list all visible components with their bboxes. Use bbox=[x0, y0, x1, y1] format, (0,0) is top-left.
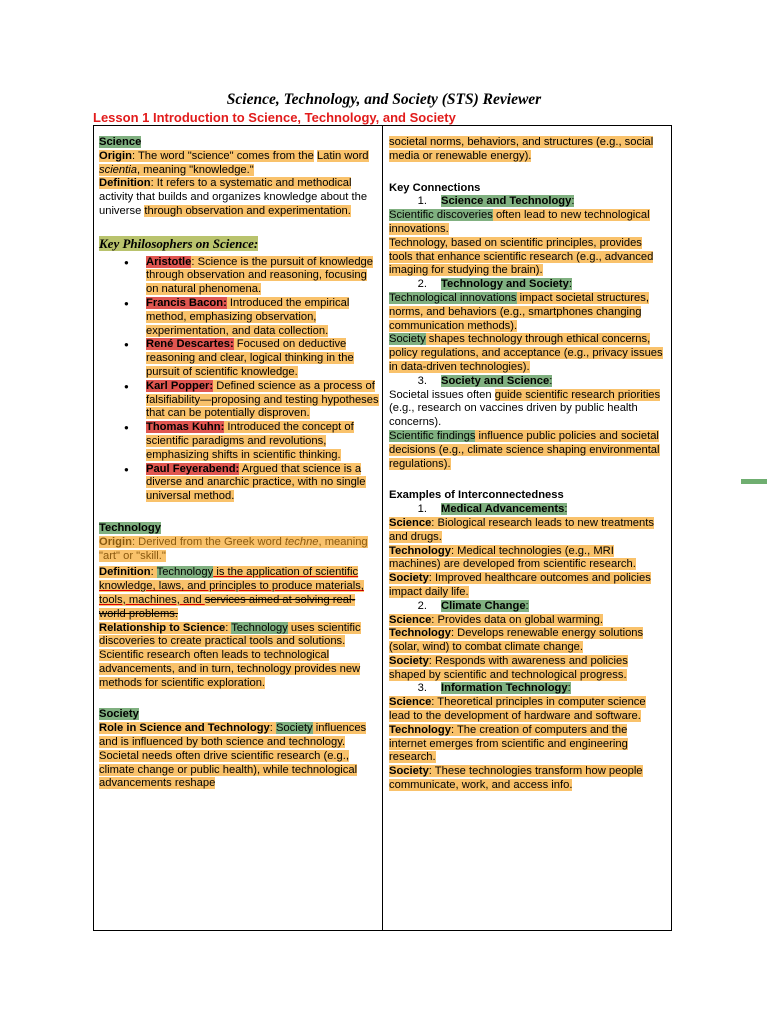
example-2-science: Science: Provides data on global warming. bbox=[389, 613, 603, 626]
example-1-technology: Technology: Medical technologies (e.g., MRI machines) are developed from scientific research. bbox=[389, 544, 636, 571]
philosophers-heading-row bbox=[99, 237, 379, 253]
highlight-artifact bbox=[741, 479, 767, 484]
connection-1-p2: Technology, based on scientific principles, provides tools that enhance scientific research (e.g., advanced imaging for studying the brain). bbox=[389, 236, 654, 277]
philosopher-item: ● Aristotle: Science is the pursuit of knowledge through observation and reasoning, focusing on natural phenomena. bbox=[146, 256, 379, 297]
example-2-society: Society: Responds with awareness and policies shaped by scientific and technological progress. bbox=[389, 654, 628, 681]
philosopher-item: ● Karl Popper: Defined science as a process of falsifiability—proposing and testing hypotheses that can be potentially disproven. bbox=[146, 380, 379, 421]
connection-2-p1: Technological innovations impact societal structures, norms, and behaviors (e.g., smartphones changing communication methods). bbox=[389, 291, 649, 332]
example-1-title: 1. Medical Advancements: bbox=[417, 503, 568, 516]
example-3-title: 3. Information Technology: bbox=[417, 682, 571, 695]
example-1-society: Society: Improved healthcare outcomes and policies impact daily life. bbox=[389, 572, 651, 598]
example-2-technology: Technology: Develops renewable energy solutions (solar, wind) to combat climate change. bbox=[389, 627, 644, 654]
technology-origin: Origin: Derived from the Greek word techne, meaning "art" or "skill." bbox=[99, 535, 368, 562]
philosopher-item: ● René Descartes: Focused on deductive reasoning and clear, logical thinking in the pursuit of scientific knowledge. bbox=[146, 338, 379, 379]
science-origin: Origin: The word "science" comes from the Latin word scientia, meaning "knowledge." bbox=[99, 149, 369, 176]
right-column bbox=[389, 136, 667, 793]
philosopher-item: ● Francis Bacon: Introduced the empirical method, emphasizing observation, experimentation, and data collection. bbox=[146, 297, 379, 338]
technology-heading: Technology bbox=[99, 521, 161, 534]
lesson-heading: Lesson 1 Introduction to Science, Technology, and Society bbox=[93, 110, 456, 125]
key-connections-heading: Key Connections bbox=[389, 181, 481, 194]
column-divider bbox=[382, 125, 383, 931]
philosopher-item: ● Thomas Kuhn: Introduced the concept of scientific paradigms and revolutions, emphasizing shifts in scientific thinking. bbox=[146, 421, 379, 462]
example-3-technology: Technology: The creation of computers and the internet emerges from scientific and engineering research. bbox=[389, 723, 628, 764]
continuation-text: societal norms, behaviors, and structures (e.g., social media or renewable energy). bbox=[389, 136, 654, 162]
example-3-society: Society: These technologies transform how people communicate, work, and access info. bbox=[389, 765, 643, 792]
example-1-science: Science: Biological research leads to new treatments and drugs. bbox=[389, 516, 654, 543]
connection-2-title: 2. Technology and Society: bbox=[417, 278, 572, 291]
connection-3-p1: Societal issues often guide scientific research priorities (e.g., research on vaccines driven by public health concerns). bbox=[389, 388, 661, 429]
society-heading: Society bbox=[99, 708, 139, 721]
connection-3-title: 3. Society and Science: bbox=[417, 374, 553, 387]
society-section bbox=[99, 708, 379, 722]
technology-relationship: Relationship to Science: Technology uses scientific discoveries to create practical tools and solutions. Scientific research often leads to technological advancements, and in turn, technology provides new methods for scientific exploration. bbox=[99, 621, 361, 689]
left-column bbox=[99, 136, 379, 791]
connection-2-p2: Society shapes technology through ethical concerns, policy regulations, and acceptance (e.g., privacy issues in data-driven technologies). bbox=[389, 333, 663, 373]
science-section bbox=[99, 136, 379, 150]
technology-section bbox=[99, 522, 379, 536]
examples-heading: Examples of Interconnectedness bbox=[389, 489, 564, 502]
example-2-title: 2. Climate Change: bbox=[417, 599, 529, 612]
philosophers-list bbox=[99, 256, 379, 504]
society-role: Role in Science and Technology: Society influences and is influenced by both science and technology. Societal needs often drive scientific research (e.g., climate change or public health), while technological advancements reshape bbox=[99, 722, 367, 790]
philosophers-heading: Key Philosophers on Science: bbox=[99, 235, 259, 251]
philosopher-item: ● Paul Feyerabend: Argued that science is a diverse and anarchic practice, with no single universal method. bbox=[146, 463, 379, 504]
example-3-science: Science: Theoretical principles in computer science lead to the development of hardware and software. bbox=[389, 696, 646, 723]
document-title: Science, Technology, and Society (STS) Reviewer bbox=[226, 91, 542, 108]
science-heading: Science bbox=[99, 136, 142, 148]
technology-definition: Definition: Technology is the application of scientific knowledge, laws, and principles to produce materials, tools, machines, and services aimed at solving real-world problems. bbox=[99, 566, 364, 620]
connection-3-p2: Scientific findings influence public policies and societal decisions (e.g., climate science shaping environmental regulations). bbox=[389, 429, 660, 470]
connection-1-title: 1. Science and Technology: bbox=[417, 195, 575, 208]
science-definition: Definition: It refers to a systematic and methodical activity that builds and organizes knowledge about the universe through observation and experimentation. bbox=[99, 177, 368, 217]
connection-1-p1: Scientific discoveries often lead to new technological innovations. bbox=[389, 209, 650, 235]
